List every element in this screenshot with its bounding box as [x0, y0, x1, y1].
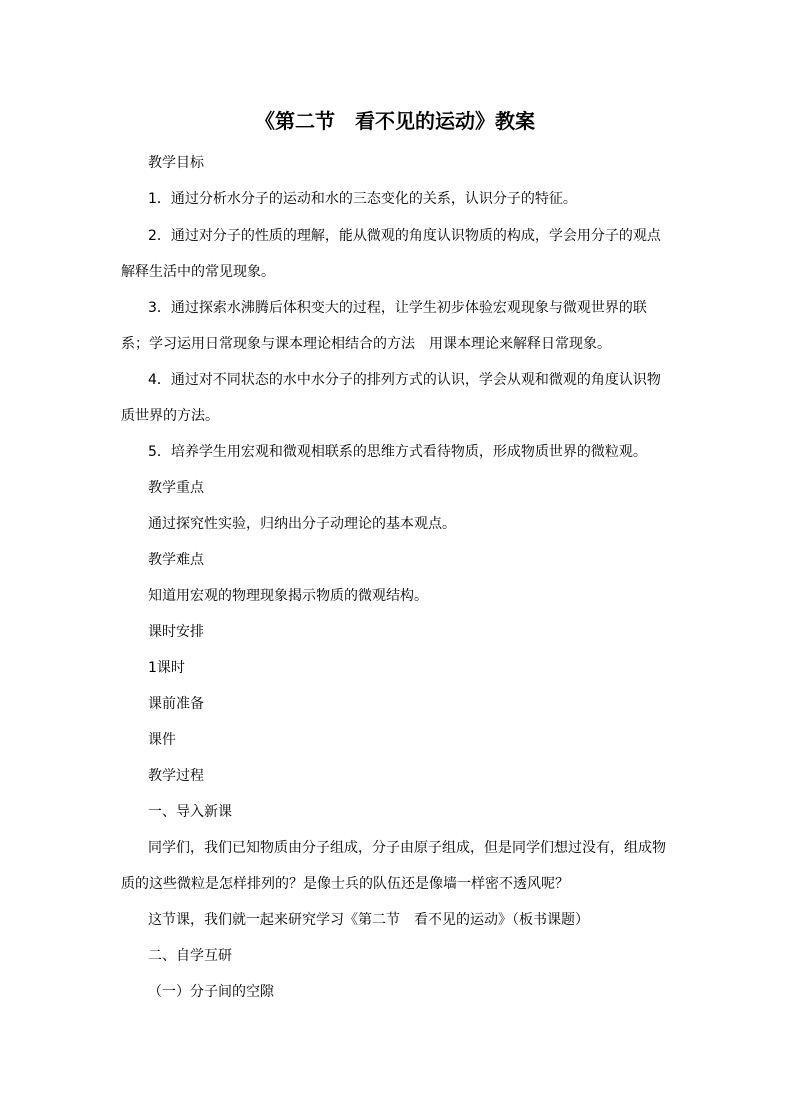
schedule-text: 1课时 — [148, 660, 185, 676]
goal-2: 2．通过对分子的性质的理解，能从微观的角度认识物质的构成，学会用分子的观点 — [148, 228, 661, 244]
lesson-topic-paragraph: 这节课，我们就一起来研究学习《第二节 看不见的运动》（板书课题） — [148, 912, 589, 928]
goal-3-continued: 系；学习运用日常现象与课本理论相结合的方法 用课本理论来解释日常现象。 — [121, 336, 611, 352]
heading-schedule: 课时安排 — [148, 624, 204, 640]
section-introduction: 一、导入新课 — [148, 804, 232, 820]
key-points-text: 通过探究性实验，归纳出分子动理论的基本观点。 — [148, 516, 456, 532]
introduction-paragraph-continued: 质的这些微粒是怎样排列的？是像士兵的队伍还是像墙一样密不透风呢？ — [121, 876, 569, 892]
heading-process: 教学过程 — [148, 768, 204, 784]
heading-teaching-goals: 教学目标 — [148, 155, 204, 171]
goal-1: 1．通过分析水分子的运动和水的三态变化的关系，认识分子的特征。 — [148, 191, 577, 207]
goal-4-continued: 质世界的方法。 — [121, 408, 219, 424]
preparation-text: 课件 — [148, 732, 176, 748]
document-title: 《第二节 看不见的运动》教案 — [255, 109, 535, 133]
heading-key-points: 教学重点 — [148, 480, 204, 496]
goal-4: 4．通过对不同状态的水中水分子的排列方式的认识，学会从观和微观的角度认识物 — [148, 372, 661, 388]
subsection-molecular-gaps: （一）分子间的空隙 — [148, 984, 274, 1000]
section-self-study: 二、自学互研 — [148, 948, 232, 964]
goal-2-continued: 解释生活中的常见现象。 — [121, 264, 275, 280]
goal-3: 3．通过探索水沸腾后体积变大的过程，让学生初步体验宏观现象与微观世界的联 — [148, 300, 647, 316]
heading-preparation: 课前准备 — [148, 696, 204, 712]
heading-difficulties: 教学难点 — [148, 552, 204, 568]
goal-5: 5．培养学生用宏观和微观相联系的思维方式看待物质，形成物质世界的微粒观。 — [148, 444, 647, 460]
introduction-paragraph: 同学们，我们已知物质由分子组成，分子由原子组成，但是同学们想过没有，组成物 — [148, 840, 666, 856]
difficulties-text: 知道用宏观的物理现象揭示物质的微观结构。 — [148, 588, 428, 604]
